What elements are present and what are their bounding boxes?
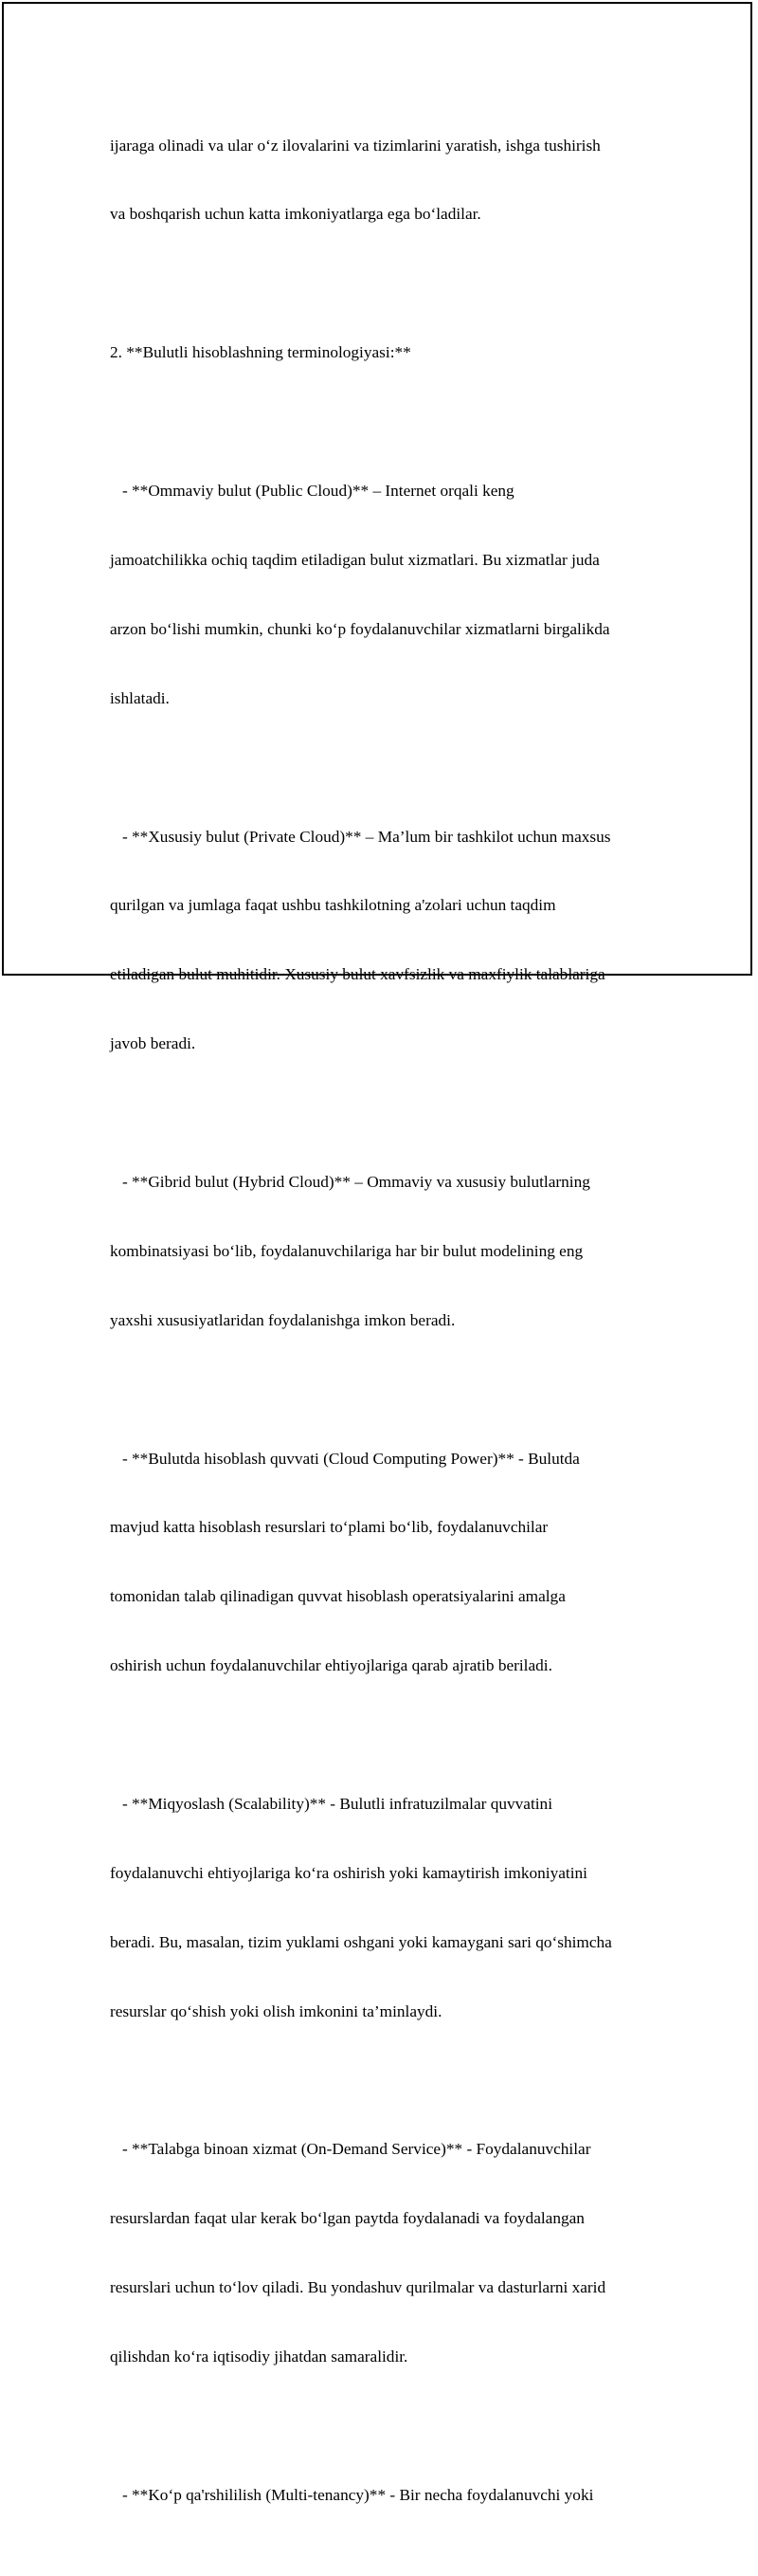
text-line: qurilgan va jumlaga faqat ushbu tashkilotning a'zolari uchun taqdim [110, 896, 556, 915]
text-line: - **Ommaviy bulut (Public Cloud)** – Internet orqali keng [110, 482, 514, 501]
document-body [110, 88, 641, 2576]
text-line: tomonidan talab qilinadigan quvvat hisoblash operatsiyalarini amalga [110, 1587, 566, 1606]
text-line: beradi. Bu, masalan, tizim yuklami oshgani yoki kamaygani sari qo‘shimcha [110, 1932, 612, 1951]
list-item-multi-tenancy [110, 2438, 641, 2552]
text-line: 2. **Bulutli hisoblashning terminologiyasi:** [110, 343, 411, 362]
text-line: ijaraga olinadi va ular o‘z ilovalarini va tizimlarini yaratish, ishga tushirish [110, 136, 601, 155]
text-line: etiladigan bulut muhitidir. Xususiy bulut xavfsizlik va maxfiylik talablariga [110, 965, 605, 984]
list-item-private-cloud [110, 779, 641, 1102]
text-line: va boshqarish uchun katta imkoniyatlarga ega bo‘ladilar. [110, 205, 481, 224]
text-line: jamoatchilikka ochiq taqdim etiladigan bulut xizmatlari. Bu xizmatlar juda [110, 550, 600, 569]
text-line: mavjud katta hisoblash resurslari to‘plami bo‘lib, foydalanuvchilar [110, 1518, 549, 1537]
list-item-on-demand-service [110, 2092, 641, 2415]
text-line: foydalanuvchi ehtiyojlariga ko‘ra oshirish yoki kamaytirish imkoniyatini [110, 1863, 587, 1882]
text-line: - **Gibrid bulut (Hybrid Cloud)** – Ommaviy va xususiy bulutlarning [110, 1172, 590, 1191]
text-line: resurslari uchun to‘lov qiladi. Bu yondashuv qurilmalar va dasturlarni xarid [110, 2278, 606, 2297]
text-line: javob beradi. [110, 1034, 196, 1053]
text-line: arzon bo‘lishi mumkin, chunki ko‘p foydalanuvchilar xizmatlarni birgalikda [110, 619, 610, 638]
text-line: qilishdan ko‘ra iqtisodiy jihatdan samaralidir. [110, 2348, 408, 2366]
text-line: ishlatadi. [110, 688, 170, 707]
section-heading-terminology [110, 296, 641, 411]
list-item-scalability [110, 1746, 641, 2069]
paragraph-intro-continuation [110, 88, 641, 272]
text-line: - **Talabga binoan xizmat (On-Demand Service)** - Foydalanuvchilar [110, 2140, 591, 2159]
text-line: kombinatsiyasi bo‘lib, foydalanuvchilariga har bir bulut modelining eng [110, 1241, 584, 1260]
text-line: - **Bulutda hisoblash quvvati (Cloud Computing Power)** - Bulutda [110, 1449, 580, 1468]
list-item-cloud-computing-power [110, 1401, 641, 1724]
text-line: oshirish uchun foydalanuvchilar ehtiyojlariga qarab ajratib beriladi. [110, 1656, 552, 1675]
text-line: - **Miqyoslash (Scalability)** - Bulutli infratuzilmalar quvvatini [110, 1794, 552, 1813]
text-line: resurslardan faqat ular kerak bo‘lgan paytda foydalanadi va foydalangan [110, 2209, 585, 2228]
text-line: yaxshi xususiyatlaridan foydalanishga imkon beradi. [110, 1310, 456, 1329]
text-line: - **Ko‘p qa'rshililish (Multi-tenancy)** - Bir necha foydalanuvchi yoki [110, 2485, 594, 2504]
list-item-hybrid-cloud [110, 1124, 641, 1378]
list-item-public-cloud [110, 433, 641, 756]
text-line: resurslar qo‘shish yoki olish imkonini ta’minlaydi. [110, 2001, 442, 2020]
text-line: - **Xususiy bulut (Private Cloud)** – Ma’lum bir tashkilot uchun maxsus [110, 827, 611, 846]
